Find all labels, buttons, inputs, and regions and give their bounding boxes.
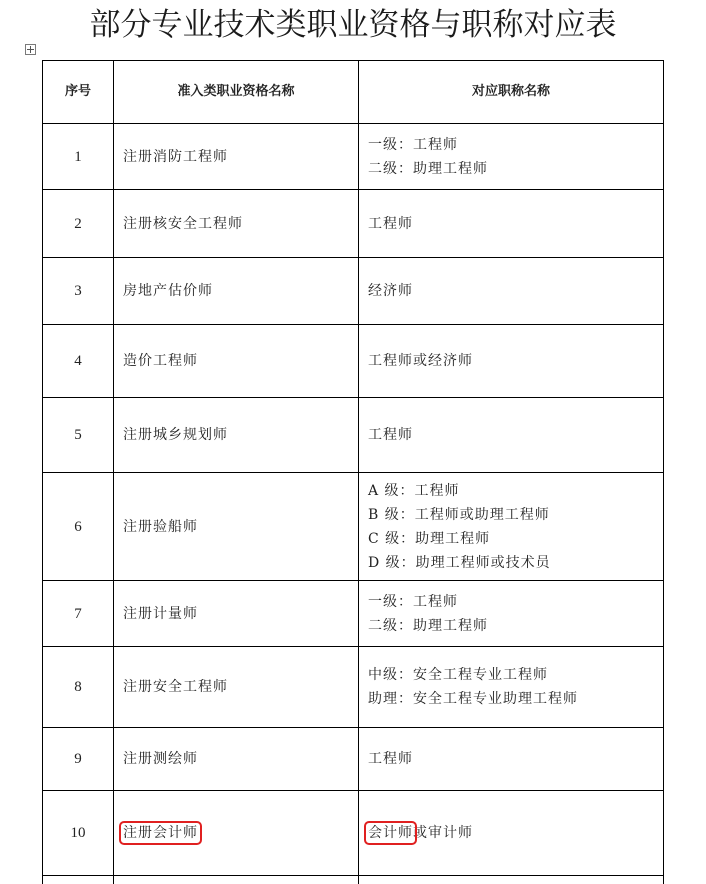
header-index: 序号 [43,61,114,124]
row-title [359,728,664,791]
row-title-line: 工程师 [368,427,413,443]
table-row [43,190,664,258]
table-row [43,791,664,876]
row-index: 7 [43,581,114,647]
table-header-row [43,61,664,124]
row-title-line: 工程师 [368,215,413,232]
row-title [359,473,664,581]
row-title [359,398,664,473]
highlight-box-qualification: 注册会计师 [123,825,198,841]
table-row-partial [43,876,664,884]
row-title [359,258,664,325]
row-title-rest: 或审计师 [413,825,473,841]
row-title-line: 工程师 [368,751,413,767]
row-index: 3 [43,258,114,325]
row-index: 9 [43,728,114,791]
document-title: 部分专业技术类职业资格与职称对应表 [89,7,617,43]
row-title [359,647,664,728]
row-qualification: 注册验船师 [114,473,359,581]
row-index: 5 [43,398,114,473]
header-title: 对应职称名称 [359,61,664,124]
row-title-line: 二级：助理工程师 [368,617,488,634]
table-row [43,124,664,190]
row-title [359,190,664,258]
row-title-line: D 级：助理工程师或技术员 [368,554,551,571]
row-qualification: 注册城乡规划师 [114,398,359,473]
row-title-line: 助理：安全工程专业助理工程师 [368,691,578,707]
row-title-line: B 级：工程师或助理工程师 [368,506,550,523]
row-index: 6 [43,473,114,581]
row-title [359,325,664,398]
row-qualification: 注册消防工程师 [114,124,359,190]
table-row [43,258,664,325]
row-qualification [114,876,359,884]
row-index: 10 [43,791,114,876]
table-move-handle-icon[interactable] [25,44,36,55]
row-index: 4 [43,325,114,398]
row-qualification: 造价工程师 [114,325,359,398]
highlight-box-title: 会计师 [368,825,413,841]
row-qualification: 注册测绘师 [114,728,359,791]
row-title [359,876,664,884]
table-row [43,728,664,791]
row-qualification: 房地产估价师 [114,258,359,325]
table-row [43,473,664,581]
table-row [43,647,664,728]
row-title-line: 中级：安全工程专业工程师 [368,667,548,683]
header-qualification: 准入类职业资格名称 [114,61,359,124]
row-index [43,876,114,884]
row-title-line: 二级：助理工程师 [368,160,488,177]
row-title-line: 工程师或经济师 [368,353,473,369]
row-qualification [114,791,359,876]
row-index: 1 [43,124,114,190]
table-row [43,325,664,398]
row-title-line: 经济师 [368,283,413,299]
table-row [43,581,664,647]
qualification-title-table [42,60,664,884]
row-title-line: C 级：助理工程师 [368,530,491,547]
row-index: 2 [43,190,114,258]
row-qualification: 注册计量师 [114,581,359,647]
row-title [359,124,664,190]
row-title-line: 一级：工程师 [368,593,458,610]
row-title [359,581,664,647]
row-qualification: 注册安全工程师 [114,647,359,728]
table-row [43,398,664,473]
row-qualification: 注册核安全工程师 [114,190,359,258]
row-index: 8 [43,647,114,728]
row-title-line: A 级：工程师 [368,482,460,499]
row-title [359,791,664,876]
row-title-line: 一级：工程师 [368,136,458,153]
